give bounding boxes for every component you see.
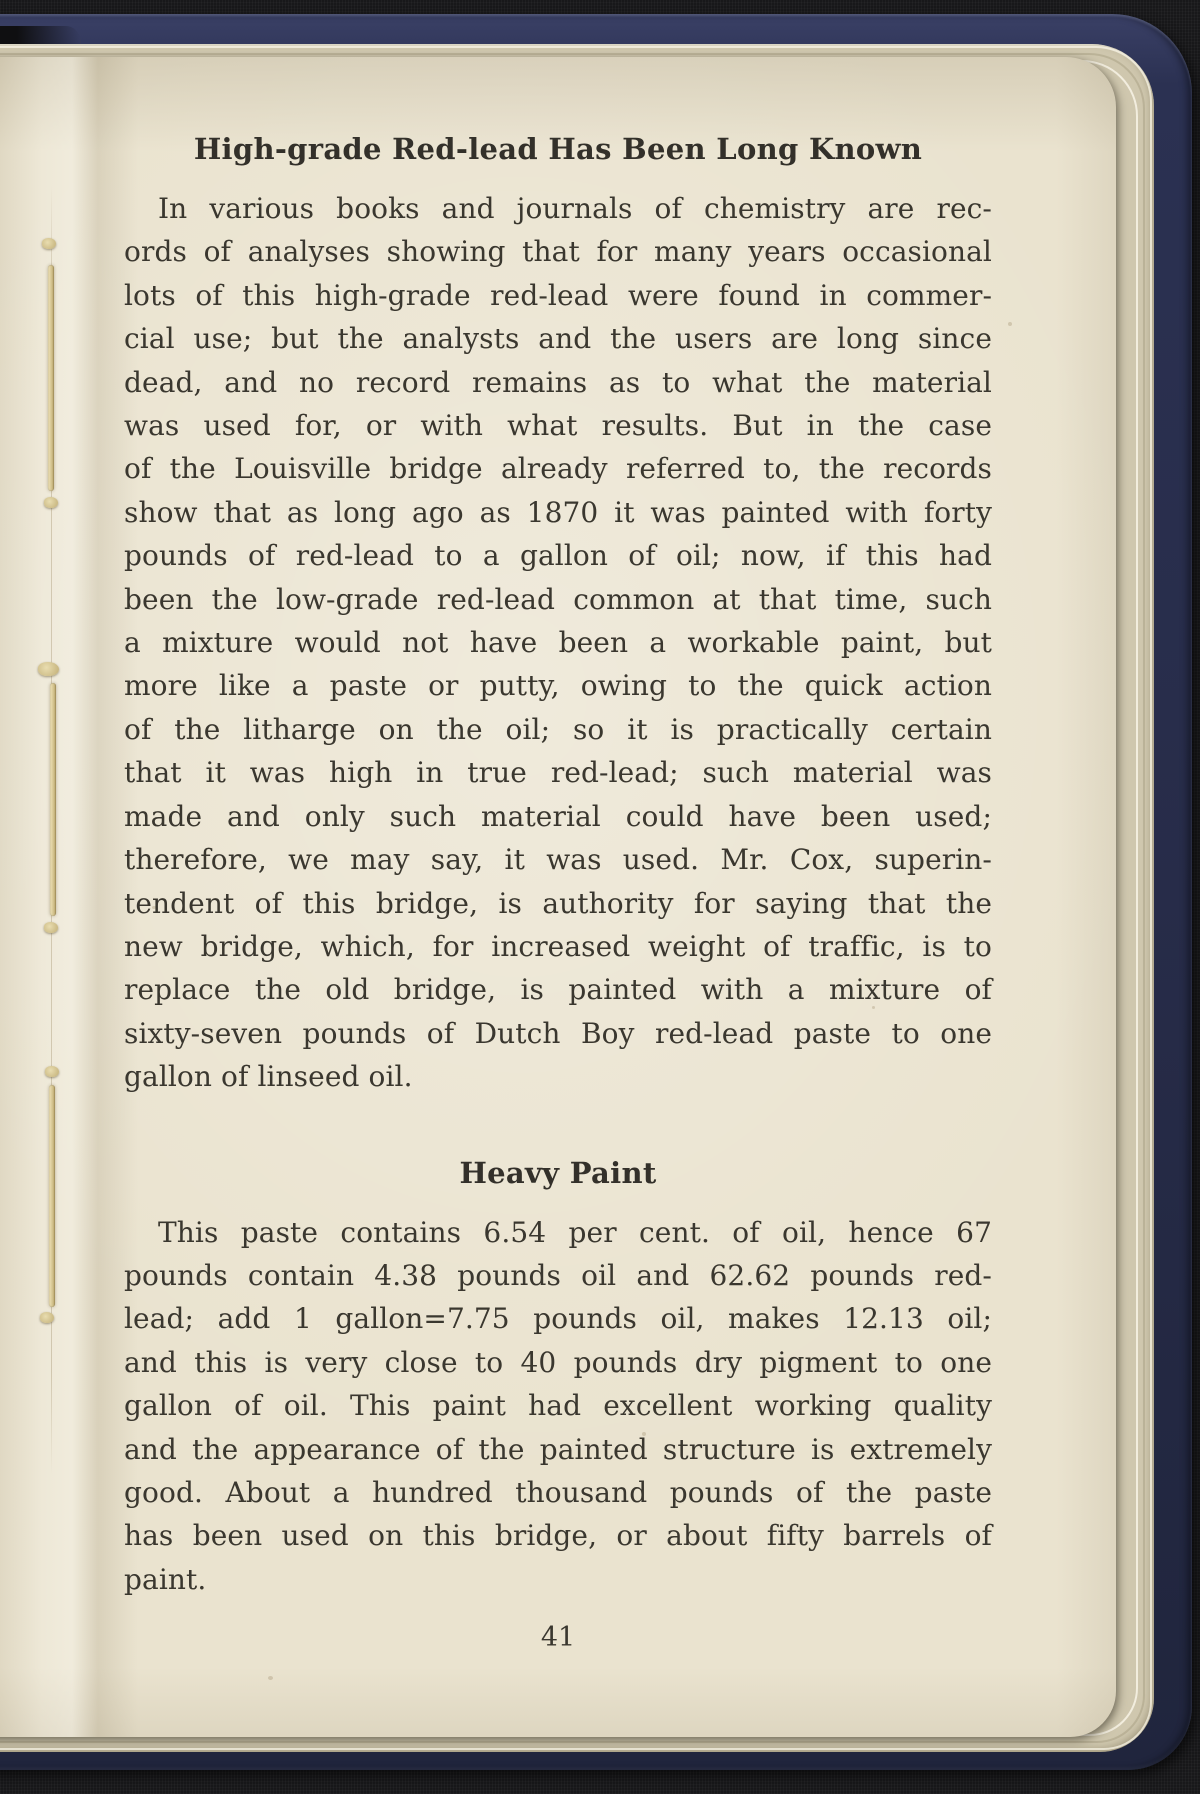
text-line: sixty-seven pounds of Dutch Boy red-lead paste to one xyxy=(124,1016,992,1050)
binding-thread-knot xyxy=(45,1066,59,1077)
page-text xyxy=(124,128,992,1659)
binding-thread xyxy=(50,683,56,916)
text-line: gallon of oil. This paint had excellent working quality xyxy=(124,1389,992,1423)
text-line: made and only such material could have been used; xyxy=(124,799,992,833)
text-line: of the litharge on the oil; so it is practically certain xyxy=(124,712,992,746)
text-line: was used for, or with what results. But in the case xyxy=(124,409,992,443)
binding-thread-knot xyxy=(44,497,58,508)
binding-thread-knot xyxy=(42,238,56,249)
text-line: has been used on this bridge, or about fifty barrels of xyxy=(124,1519,992,1553)
text-line: been the low-grade red-lead common at that time, such xyxy=(124,582,992,616)
text-line: pounds of red-lead to a gallon of oil; now, if this had xyxy=(124,539,992,573)
binding-thread xyxy=(49,1085,55,1307)
text-line: show that as long ago as 1870 it was painted with forty xyxy=(124,495,992,529)
text-line: paint. xyxy=(124,1562,207,1596)
text-line: In various books and journals of chemistry are rec- xyxy=(158,192,992,225)
text-line: good. About a hundred thousand pounds of the paste xyxy=(124,1475,992,1509)
text-line: that it was high in true red-lead; such material was xyxy=(124,756,992,790)
text-line: This paste contains 6.54 per cent. of oil, hence 67 xyxy=(158,1215,992,1249)
text-line: of the Louisville bridge already referred to, the records xyxy=(124,452,992,486)
text-line: ords of analyses showing that for many years occasional xyxy=(124,235,992,269)
text-line: therefore, we may say, it was used. Mr. Cox, superin- xyxy=(124,843,992,877)
text-line: replace the old bridge, is painted with a mixture of xyxy=(124,973,992,1007)
text-line: more like a paste or putty, owing to the quick action xyxy=(124,669,992,703)
section-heading-2: Heavy Paint xyxy=(459,1155,657,1190)
paper-speck xyxy=(1008,322,1012,326)
section-heading-1: High-grade Red-lead Has Been Long Known xyxy=(193,132,923,166)
binding-thread-knot xyxy=(44,922,58,933)
binding-thread-knot xyxy=(40,1312,54,1323)
page-number: 41 xyxy=(540,1622,576,1654)
paragraph-2 xyxy=(124,1211,992,1602)
text-line: new bridge, which, for increased weight of traffic, is to xyxy=(124,929,992,963)
text-line: cial use; but the analysts and the users are long since xyxy=(124,322,992,356)
text-line: tendent of this bridge, is authority for saying that the xyxy=(124,886,992,920)
text-line: lead; add 1 gallon=7.75 pounds oil, makes 12.13 oil; xyxy=(124,1302,992,1336)
text-line: pounds contain 4.38 pounds oil and 62.62 pounds red- xyxy=(124,1258,992,1292)
binding-thread-knot xyxy=(38,662,59,676)
paper-speck xyxy=(268,1676,273,1680)
text-line: and the appearance of the painted structure is extremely xyxy=(124,1432,992,1466)
text-line: dead, and no record remains as to what the material xyxy=(124,365,992,399)
text-line: gallon of linseed oil. xyxy=(124,1060,413,1094)
text-line: a mixture would not have been a workable paint, but xyxy=(124,626,992,660)
paragraph-1 xyxy=(124,187,992,1099)
binding-thread xyxy=(48,265,54,491)
text-line: and this is very close to 40 pounds dry pigment to one xyxy=(124,1345,992,1379)
text-line: lots of this high-grade red-lead were found in commer- xyxy=(124,278,992,312)
